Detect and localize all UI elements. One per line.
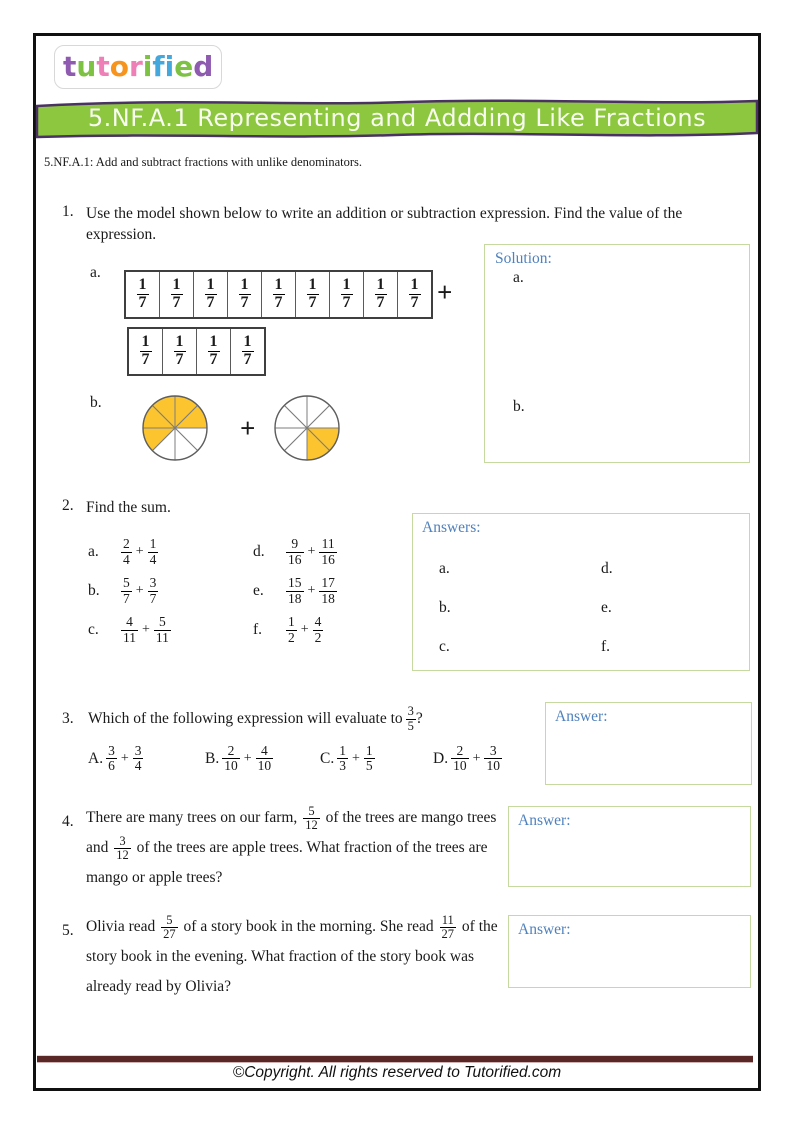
q3-answer-title: Answer: [555, 708, 608, 725]
logo-letter: f [152, 50, 165, 83]
fraction-denominator: 2 [288, 629, 295, 645]
q3-option [433, 744, 502, 773]
fraction [148, 537, 159, 566]
answer-slot-label: c. [439, 637, 450, 655]
worksheet-title: 5.NF.A.1 Representing and Addding Like Fractions [87, 104, 707, 132]
plus-operator: + [472, 750, 481, 766]
fraction-numerator: 1 [141, 333, 150, 351]
fraction-denominator: 7 [376, 294, 385, 311]
logo-letter: i [164, 50, 175, 83]
fraction-denominator: 7 [243, 351, 252, 368]
q2-item-label: a. [88, 543, 99, 560]
fraction-denominator: 7 [149, 590, 157, 606]
fraction [133, 744, 144, 773]
answers-box-title: Answers: [422, 519, 481, 536]
fraction-denominator: 11 [155, 629, 169, 645]
fraction-numerator: 1 [288, 614, 295, 630]
fraction [319, 576, 337, 605]
logo-letter: u [76, 50, 97, 83]
problem-text-segment: of the story book in the evening. What fraction of the story book was already read by Olivia? [86, 918, 498, 995]
fraction-denominator: 5 [407, 718, 414, 733]
fraction-numerator: 1 [149, 536, 157, 552]
q2-left-column [88, 536, 171, 646]
fraction-bar-cell [194, 272, 228, 317]
fraction-expression [106, 744, 143, 773]
plus-operator: + [351, 750, 360, 766]
fraction-bar-cell [160, 272, 194, 317]
fraction-numerator: 3 [134, 743, 142, 758]
fraction-bar-cell [197, 329, 231, 374]
fraction-numerator: 2 [222, 744, 240, 759]
fraction [171, 277, 183, 312]
logo-letter: i [142, 50, 153, 83]
solution-a-label: a. [513, 269, 524, 286]
fraction-numerator: 9 [286, 537, 304, 552]
fraction-bar-cell [330, 272, 364, 317]
q2-item-label: e. [253, 582, 264, 599]
fraction [148, 576, 159, 605]
copyright-text: ©Copyright. All rights reserved to Tutorified.com [232, 1064, 562, 1081]
fraction-denominator: 7 [123, 590, 130, 606]
answer-slot-label: a. [439, 559, 450, 577]
fraction-numerator: 5 [154, 615, 171, 630]
fraction-expression [121, 576, 158, 605]
logo-letter: d [193, 50, 214, 83]
fraction-denominator: 7 [274, 294, 283, 311]
q3-option [320, 744, 375, 773]
fraction-numerator: 2 [451, 744, 469, 759]
fraction-numerator: 11 [319, 537, 337, 552]
plus-operator: + [142, 622, 150, 637]
fraction-expression [222, 744, 273, 773]
fraction-denominator: 7 [172, 294, 181, 311]
fraction-denominator: 7 [209, 351, 218, 368]
fraction [286, 576, 304, 605]
fraction [137, 277, 149, 312]
fraction-numerator: 11 [440, 914, 457, 928]
fraction-numerator: 3 [484, 744, 502, 759]
q3-option-label: A. [88, 749, 104, 767]
fraction-denominator: 5 [365, 758, 373, 774]
fraction-denominator: 4 [123, 551, 130, 567]
fraction-numerator: 3 [149, 575, 157, 591]
fraction-numerator: 1 [365, 743, 373, 758]
fraction [256, 744, 274, 773]
fraction-expression [337, 744, 374, 773]
q1-solution-box [484, 244, 750, 463]
fraction-denominator: 7 [175, 351, 184, 368]
fraction-numerator: 1 [410, 276, 419, 294]
inline-fraction [161, 914, 178, 941]
fraction-numerator: 4 [256, 744, 274, 759]
q3-target-fraction [406, 705, 416, 732]
q2-item [88, 536, 171, 568]
fraction-denominator: 4 [149, 551, 157, 567]
q3-option-label: D. [433, 749, 449, 767]
q2-item [88, 614, 171, 646]
logo-letter: r [128, 50, 143, 83]
q5-answer-box [508, 915, 751, 988]
fraction-denominator: 7 [240, 294, 249, 311]
fraction-bar-cell [364, 272, 398, 317]
fraction-denominator: 10 [257, 758, 272, 774]
fraction [140, 334, 152, 369]
q4-answer-box [508, 806, 751, 887]
solution-b-label: b. [513, 398, 525, 415]
fraction [154, 615, 171, 644]
fraction [484, 744, 502, 773]
fraction-denominator: 16 [288, 551, 302, 567]
q1b-label: b. [90, 394, 102, 411]
fraction-denominator: 18 [288, 590, 302, 606]
fraction-denominator: 27 [441, 926, 455, 941]
fraction-denominator: 27 [163, 926, 176, 941]
fraction-numerator: 3 [108, 743, 115, 758]
fraction-numerator: 5 [161, 914, 178, 928]
logo-letter: t [96, 50, 110, 83]
fraction-denominator: 12 [116, 847, 129, 862]
fraction [121, 576, 132, 605]
q3-text-before: Which of the following expression will evaluate to [88, 710, 403, 727]
problem-text-segment: of the trees are apple trees. What fraction of the trees are mango or apple trees? [86, 839, 488, 886]
answer-slot-label: f. [601, 637, 611, 655]
fraction-bar-model-1 [124, 270, 433, 319]
fraction-expression [121, 615, 171, 644]
q3-option-label: B. [205, 749, 220, 767]
q3-number: 3. [62, 710, 74, 727]
q2-item-label: d. [253, 543, 265, 560]
q2-right-column [253, 536, 337, 646]
inline-fraction [114, 835, 131, 862]
q2-number: 2. [62, 497, 74, 514]
plus-operator: + [300, 622, 309, 637]
fraction-denominator: 16 [321, 551, 335, 567]
q2-answers-box [412, 513, 750, 671]
fraction [375, 277, 387, 312]
problem-text-segment: Olivia read [86, 918, 160, 935]
fraction-numerator: 1 [206, 276, 215, 294]
fraction-denominator: 2 [314, 629, 322, 645]
fraction-numerator: 3 [407, 704, 414, 719]
q3-answer-box [545, 702, 752, 785]
fraction-expression [286, 576, 337, 605]
fraction-numerator: 17 [321, 575, 335, 591]
fraction-bar-cell [126, 272, 160, 317]
fraction-numerator: 2 [123, 536, 130, 552]
fraction-denominator: 11 [123, 629, 136, 645]
fraction-numerator: 1 [308, 276, 317, 294]
fraction-numerator: 4 [121, 615, 138, 630]
fraction-numerator: 1 [339, 743, 346, 758]
answers-grid [413, 537, 749, 666]
q3-text [88, 700, 423, 738]
standard-description: 5.NF.A.1: Add and subtract fractions with unlike denominators. [44, 155, 363, 169]
fraction-denominator: 10 [453, 758, 467, 774]
fraction-numerator: 5 [303, 805, 320, 819]
fraction [341, 277, 353, 312]
fraction-denominator: 3 [339, 758, 346, 774]
fraction-denominator: 18 [321, 590, 335, 606]
fraction [174, 334, 186, 369]
fraction [409, 277, 421, 312]
fraction [121, 615, 138, 644]
fraction [208, 334, 220, 369]
q2-item-label: b. [88, 582, 100, 599]
answer-slot-label: d. [601, 559, 613, 577]
pie-model-2 [272, 393, 342, 463]
q1a-plus-sign: + [437, 277, 453, 307]
q4-text [86, 803, 506, 893]
q3-option [88, 744, 143, 773]
fraction-numerator: 1 [209, 333, 218, 351]
fraction-denominator: 7 [410, 294, 419, 311]
fraction-denominator: 6 [108, 758, 115, 774]
fraction-numerator: 1 [376, 276, 385, 294]
q3-option [205, 744, 273, 773]
answer-slot-label: e. [601, 598, 612, 616]
plus-operator: + [243, 750, 252, 766]
inline-fraction [303, 805, 320, 832]
fraction-numerator: 1 [274, 276, 283, 294]
problem-text-segment: of the trees are mango trees and [86, 809, 497, 856]
q2-item-label: c. [88, 621, 99, 638]
plus-operator: + [135, 583, 144, 598]
fraction [106, 744, 117, 773]
fraction-numerator: 1 [138, 276, 147, 294]
q2-text: Find the sum. [86, 499, 171, 516]
fraction-denominator: 10 [224, 758, 238, 774]
solution-box-title: Solution: [495, 250, 552, 267]
fraction-numerator: 1 [243, 333, 252, 351]
fraction-expression [286, 615, 323, 644]
problem-text-segment: There are many trees on our farm, [86, 809, 302, 826]
fraction [205, 277, 217, 312]
q2-item [88, 575, 171, 607]
fraction-numerator: 15 [288, 575, 302, 591]
fraction-denominator: 10 [486, 758, 500, 774]
fraction [286, 537, 304, 566]
fraction [242, 334, 254, 369]
q4-number: 4. [62, 813, 74, 830]
q2-item [253, 536, 337, 568]
fraction-numerator: 5 [123, 575, 130, 591]
fraction-bar-cell [129, 329, 163, 374]
fraction-numerator: 3 [114, 835, 131, 849]
fraction [222, 744, 240, 773]
fraction-denominator: 4 [134, 758, 142, 774]
fraction [451, 744, 469, 773]
q1-text: Use the model shown below to write an addition or subtraction expression. Find the value of the expression. [86, 205, 683, 243]
fraction-bar-cell [262, 272, 296, 317]
fraction [337, 744, 348, 773]
fraction-bar-cell [163, 329, 197, 374]
plus-operator: + [135, 544, 144, 559]
q3-question-mark: ? [415, 710, 423, 727]
fraction-denominator: 12 [305, 817, 318, 832]
fraction-denominator: 7 [308, 294, 317, 311]
fraction-numerator: 1 [240, 276, 249, 294]
fraction-denominator: 7 [206, 294, 215, 311]
fraction [273, 277, 285, 312]
fraction-bar-cell [296, 272, 330, 317]
footer-divider-bar [37, 1055, 753, 1063]
fraction [313, 615, 324, 644]
q1-number: 1. [62, 203, 74, 220]
fraction [307, 277, 319, 312]
q2-item [253, 575, 337, 607]
q4-answer-title: Answer: [518, 812, 571, 829]
q3-option-label: C. [320, 749, 335, 767]
answer-slot-label: b. [439, 598, 451, 616]
fraction-denominator: 7 [141, 351, 150, 368]
fraction-numerator: 1 [342, 276, 351, 294]
fraction-numerator: 1 [172, 276, 181, 294]
fraction-expression [286, 537, 337, 566]
fraction-bar-cell [228, 272, 262, 317]
plus-operator: + [307, 583, 316, 598]
fraction-numerator: 4 [314, 614, 322, 630]
q2-item [253, 614, 337, 646]
fraction-bar-cell [231, 329, 264, 374]
q1b-plus-sign: + [240, 413, 256, 443]
fraction-expression [121, 537, 158, 566]
inline-fraction [440, 914, 457, 941]
q5-answer-title: Answer: [518, 921, 571, 938]
fraction [364, 744, 375, 773]
fraction-numerator: 1 [175, 333, 184, 351]
logo-letter: t [63, 50, 77, 83]
logo-letter: e [174, 50, 194, 83]
plus-operator: + [120, 750, 129, 766]
q1a-label: a. [90, 264, 101, 281]
logo-letter: o [109, 50, 129, 83]
fraction [286, 615, 297, 644]
fraction [319, 537, 337, 566]
q2-item-label: f. [253, 621, 263, 638]
tutorified-logo [54, 45, 222, 89]
problem-text-segment: of a story book in the morning. She read [179, 918, 438, 935]
fraction-denominator: 7 [138, 294, 147, 311]
q5-number: 5. [62, 922, 74, 939]
q5-text [86, 912, 516, 1002]
fraction-expression [451, 744, 502, 773]
fraction-bar-model-2 [127, 327, 266, 376]
fraction [239, 277, 251, 312]
pie-model-1 [140, 393, 210, 463]
fraction [121, 537, 132, 566]
fraction-denominator: 7 [342, 294, 351, 311]
fraction-bar-cell [398, 272, 431, 317]
plus-operator: + [307, 544, 316, 559]
